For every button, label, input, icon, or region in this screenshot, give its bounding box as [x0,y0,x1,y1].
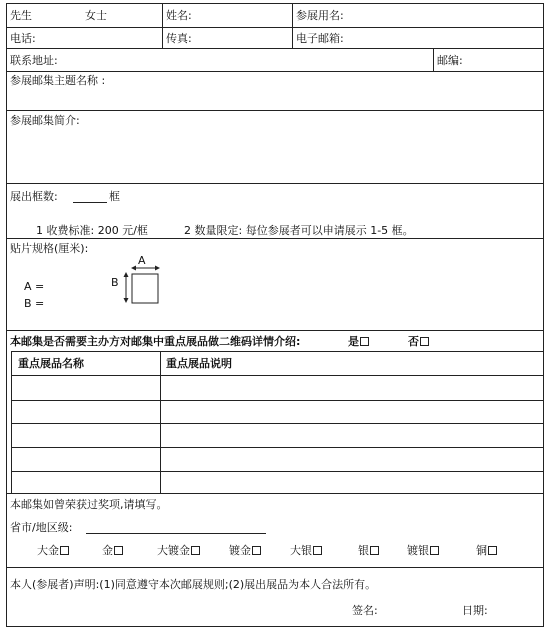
region-level-label: 省市/地区级: [10,521,73,534]
row-divider [6,567,544,568]
address-label: 联系地址: [10,54,58,67]
award-option[interactable] [102,544,123,557]
col-divider [433,48,434,71]
award-checkbox[interactable] [114,546,123,555]
key-item-name-cell[interactable] [12,448,159,470]
award-label: 大金 [37,544,59,557]
stamp-spec-label: 贴片规格(厘米): [10,242,89,255]
award-checkbox[interactable] [430,546,439,555]
signature-field[interactable] [388,600,454,620]
frame-count-field[interactable] [73,202,107,203]
key-item-name-cell[interactable] [12,401,159,422]
table-top [11,351,544,352]
exhibit-name-field[interactable] [352,5,540,25]
awards-prompt: 本邮集如曾荣获过奖项,请填写。 [10,498,168,511]
limit-note: 2 数量限定: 每位参展者可以申请展示 1-5 框。 [184,224,414,237]
postcode-label: 邮编: [437,54,463,67]
award-option[interactable] [157,544,200,557]
key-item-name-header: 重点展品名称 [18,357,84,370]
key-item-name-cell[interactable] [12,376,159,399]
award-checkbox[interactable] [191,546,200,555]
postcode-field[interactable] [474,50,540,69]
fax-label: 传真: [166,32,192,45]
name-field[interactable] [200,5,288,25]
key-item-desc-cell[interactable] [161,376,542,399]
gender-male-option[interactable]: 先生 [10,9,32,22]
fee-note: 1 收费标准: 200 元/框 [36,224,148,237]
row-divider [6,48,544,49]
size-a-label: A = [24,280,45,293]
key-item-desc-cell[interactable] [161,424,542,446]
key-item-desc-cell[interactable] [161,448,542,470]
qr-no-label: 否 [408,335,419,348]
award-option[interactable] [229,544,261,557]
award-checkbox[interactable] [313,546,322,555]
award-checkbox[interactable] [488,546,497,555]
intro-field[interactable] [10,128,540,180]
award-option[interactable] [290,544,322,557]
size-b-label: B = [24,297,45,310]
row-divider [6,110,544,111]
exhibit-name-label: 参展用名: [296,9,344,22]
border-left [6,3,7,627]
award-option[interactable] [407,544,439,557]
row-divider [6,330,544,331]
declaration-text: 本人(参展者)声明:(1)同意遵守本次邮展规则;(2)展出展品为本人合法所有。 [10,578,377,591]
key-item-name-cell[interactable] [12,472,159,492]
theme-field[interactable] [10,88,540,108]
phone-field[interactable] [45,29,157,47]
row-divider [6,27,544,28]
qr-no-checkbox[interactable] [420,337,429,346]
award-label: 大银 [290,544,312,557]
award-option[interactable] [358,544,379,557]
key-item-desc-cell[interactable] [161,472,542,492]
award-label: 银 [358,544,369,557]
border-right [543,3,544,627]
diagram-a-label: A [138,254,146,267]
col-divider [292,3,293,48]
border-top [6,3,544,4]
qr-no-option[interactable] [408,335,429,348]
gender-female-option[interactable]: 女士 [85,9,107,22]
col-divider [162,3,163,48]
row-divider [6,238,544,239]
qr-question: 本邮集是否需要主办方对邮集中重点展品做二维码详情介绍: [10,335,301,348]
table-bottom [6,493,544,494]
qr-yes-option[interactable] [348,335,369,348]
border-bottom [6,626,544,627]
email-field[interactable] [360,29,540,47]
qr-yes-checkbox[interactable] [360,337,369,346]
award-label: 铜 [476,544,487,557]
award-label: 金 [102,544,113,557]
key-item-desc-cell[interactable] [161,401,542,422]
key-item-name-cell[interactable] [12,424,159,446]
date-field[interactable] [496,600,540,620]
award-checkbox[interactable] [370,546,379,555]
frame-unit: 框 [109,190,120,203]
email-label: 电子邮箱: [296,32,344,45]
date-label: 日期: [462,604,488,617]
row-divider [6,183,544,184]
qr-yes-label: 是 [348,335,359,348]
award-option[interactable] [37,544,69,557]
diagram-b-label: B [111,276,119,289]
award-label: 大镀金 [157,544,190,557]
frame-count-label: 展出框数: [10,190,58,203]
signature-label: 签名: [352,604,378,617]
row-divider [6,71,544,72]
phone-label: 电话: [10,32,36,45]
fax-field[interactable] [200,29,288,47]
region-level-field[interactable] [86,533,266,534]
award-checkbox[interactable] [252,546,261,555]
award-option[interactable] [476,544,497,557]
award-checkbox[interactable] [60,546,69,555]
name-label: 姓名: [166,9,192,22]
award-label: 镀金 [229,544,251,557]
award-label: 镀银 [407,544,429,557]
key-item-desc-header: 重点展品说明 [166,357,232,370]
theme-label: 参展邮集主题名称 : [10,74,106,87]
address-field[interactable] [68,50,428,69]
intro-label: 参展邮集简介: [10,114,80,127]
